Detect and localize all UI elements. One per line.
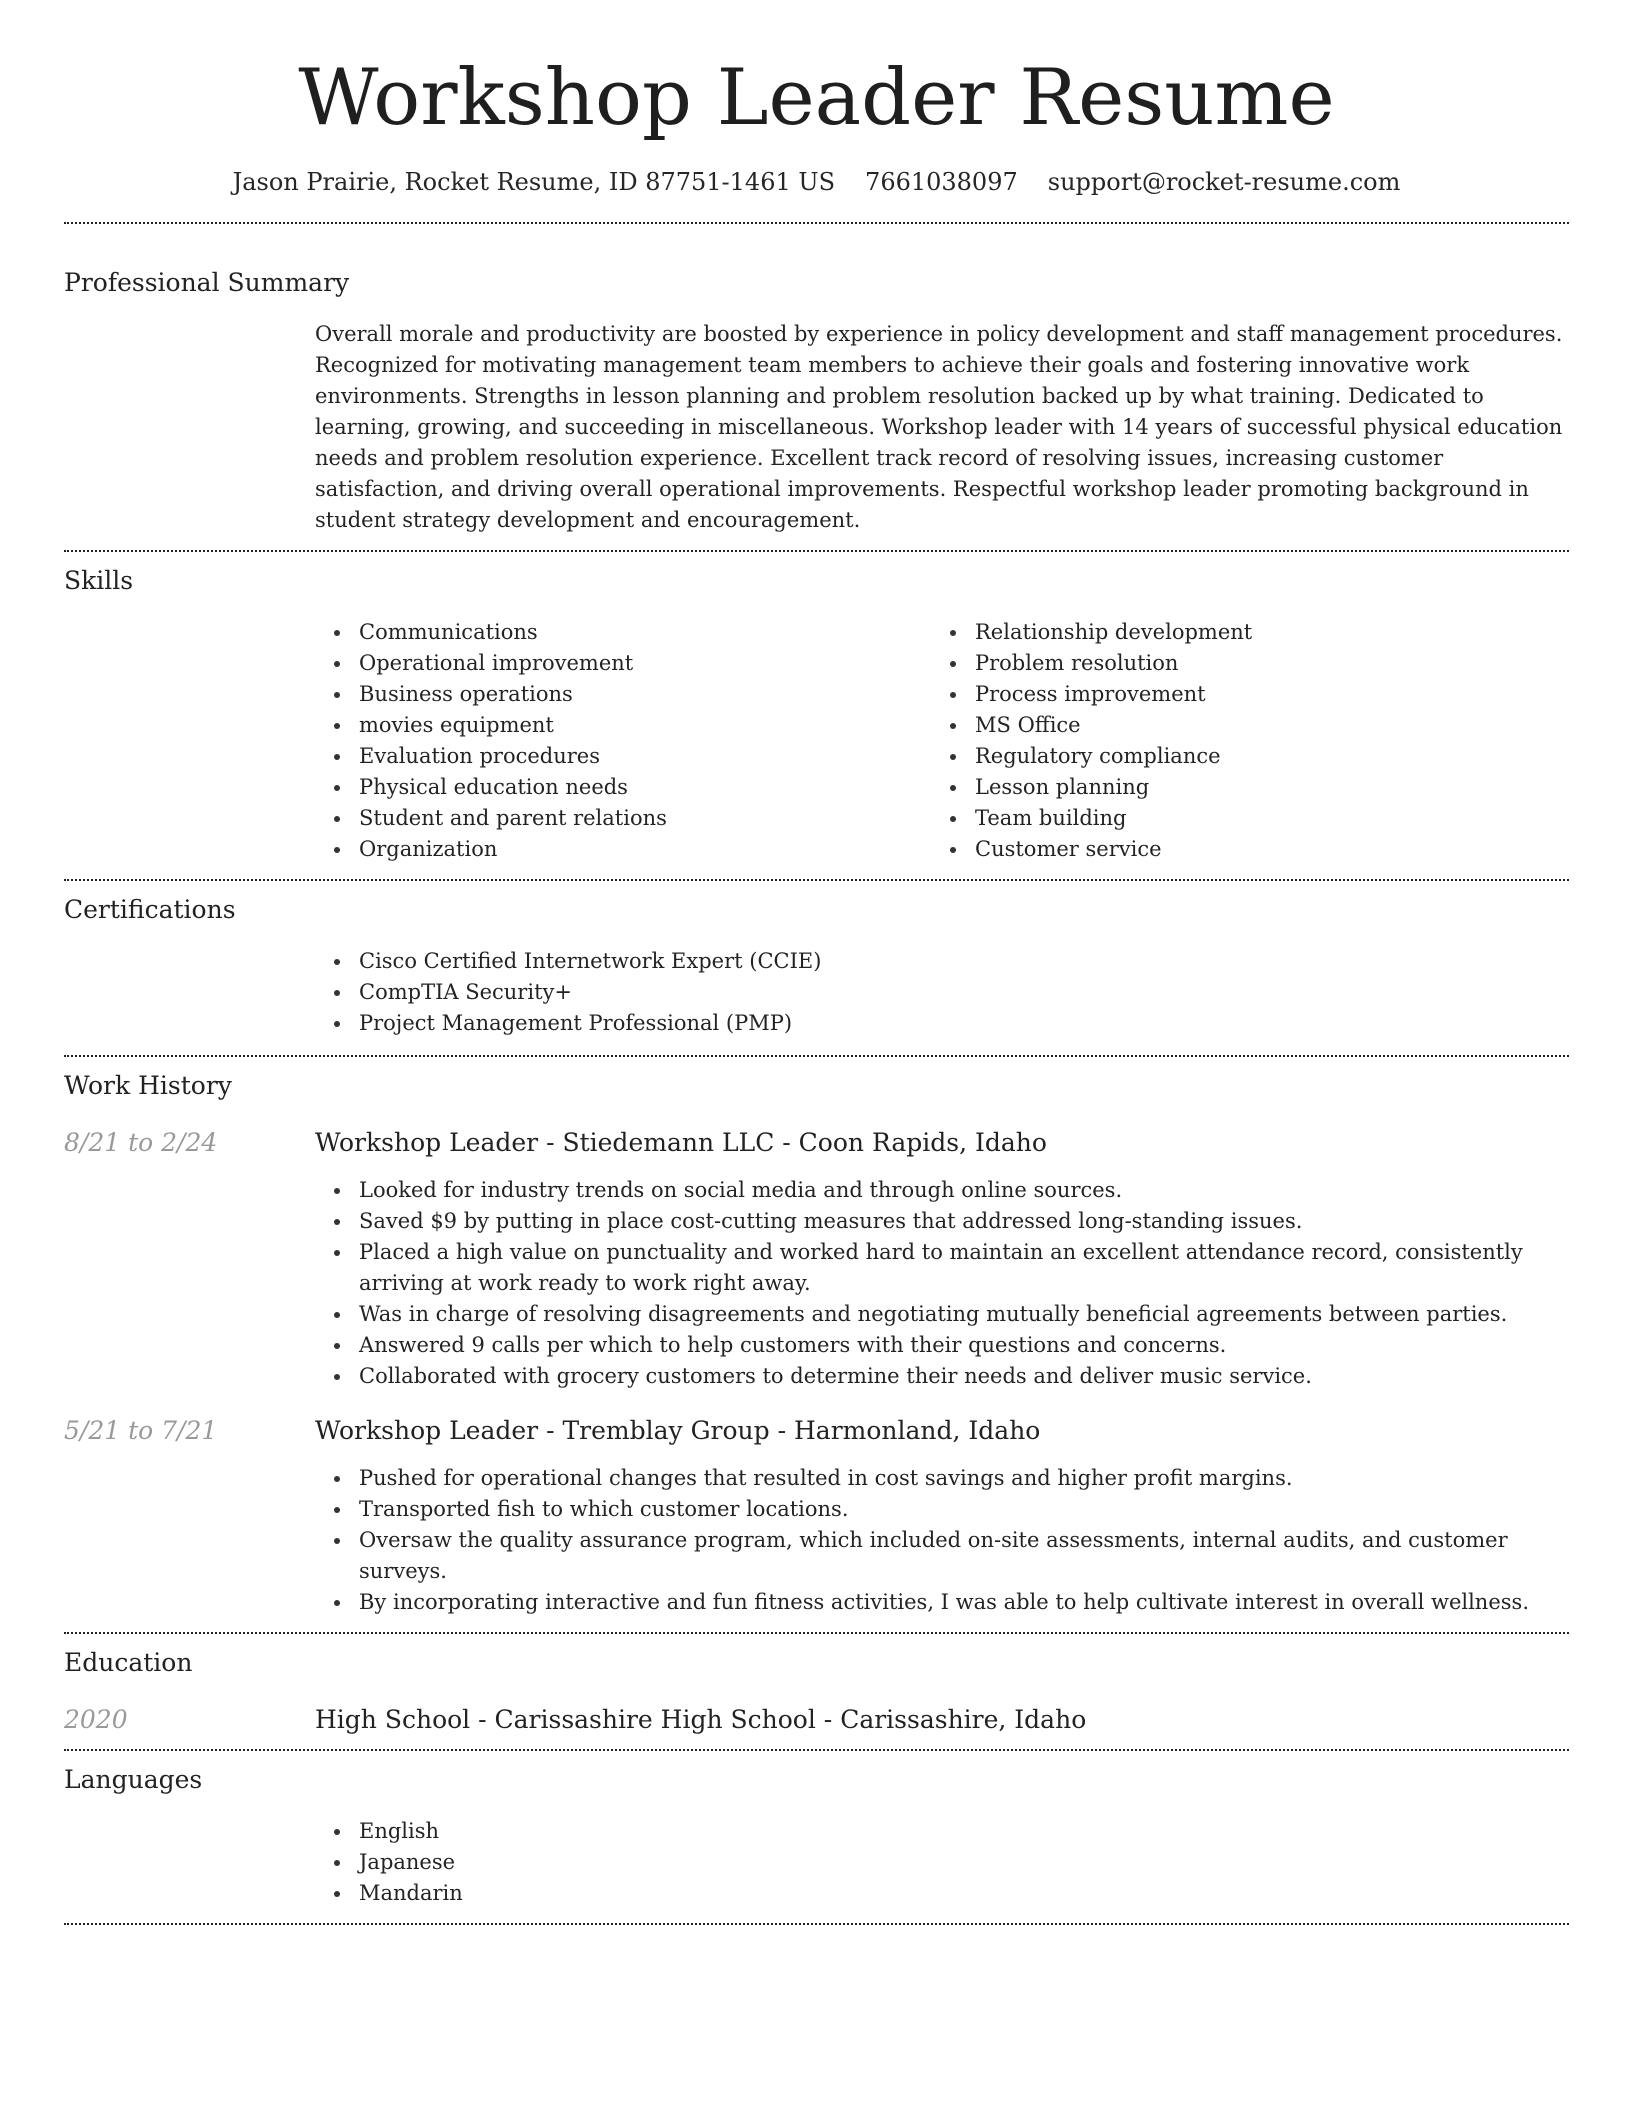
summary-section bbox=[64, 224, 1569, 550]
skill-item: Business operations bbox=[315, 679, 931, 710]
job-bullets bbox=[315, 1175, 1569, 1392]
skill-item: Process improvement bbox=[931, 679, 1547, 710]
job-entry bbox=[64, 1414, 1569, 1618]
job-bullets bbox=[315, 1463, 1569, 1618]
skill-item: Student and parent relations bbox=[315, 803, 931, 834]
job-bullet: Was in charge of resolving disagreements and negotiating mutually beneficial agreements between parties. bbox=[315, 1299, 1569, 1330]
job-bullet-list bbox=[315, 1463, 1569, 1618]
skill-item: Communications bbox=[315, 617, 931, 648]
certifications-body bbox=[315, 946, 1569, 1039]
certifications-heading: Certifications bbox=[64, 895, 236, 924]
job-bullet: Pushed for operational changes that resulted in cost savings and higher profit margins. bbox=[315, 1463, 1569, 1494]
job-bullet-list bbox=[315, 1175, 1569, 1392]
job-dates: 8/21 to 2/24 bbox=[64, 1128, 218, 1157]
education-title: High School - Carissashire High School - Carissashire, Idaho bbox=[315, 1705, 1087, 1734]
skills-section bbox=[64, 552, 1569, 879]
skills-list-right bbox=[931, 617, 1547, 865]
skill-item: Operational improvement bbox=[315, 648, 931, 679]
job-bullet: Collaborated with grocery customers to determine their needs and deliver music service. bbox=[315, 1361, 1569, 1392]
job-bullet: Answered 9 calls per which to help customers with their questions and concerns. bbox=[315, 1330, 1569, 1361]
skill-item: Organization bbox=[315, 834, 931, 865]
skill-item: Evaluation procedures bbox=[315, 741, 931, 772]
skills-heading: Skills bbox=[64, 566, 134, 595]
languages-section bbox=[64, 1751, 1569, 1923]
languages-heading: Languages bbox=[64, 1765, 203, 1794]
resume-title: Workshop Leader Resume bbox=[298, 53, 1335, 143]
work-history-heading: Work History bbox=[64, 1071, 232, 1100]
skill-item: Physical education needs bbox=[315, 772, 931, 803]
skill-item: MS Office bbox=[931, 710, 1547, 741]
skills-grid bbox=[315, 617, 1569, 865]
resume-page bbox=[64, 0, 1569, 1925]
contact-phone: 7661038097 bbox=[865, 168, 1018, 196]
certification-item: Project Management Professional (PMP) bbox=[315, 1008, 1569, 1039]
certification-item: CompTIA Security+ bbox=[315, 977, 1569, 1008]
education-heading: Education bbox=[64, 1648, 193, 1677]
skill-item: Team building bbox=[931, 803, 1547, 834]
job-bullet: Looked for industry trends on social media and through online sources. bbox=[315, 1175, 1569, 1206]
skill-item: Problem resolution bbox=[931, 648, 1547, 679]
job-bullet: Saved $9 by putting in place cost-cutting measures that addressed long-standing issues. bbox=[315, 1206, 1569, 1237]
skills-body bbox=[315, 617, 1569, 865]
education-section bbox=[64, 1634, 1569, 1749]
job-title: Workshop Leader - Tremblay Group - Harmonland, Idaho bbox=[315, 1416, 1041, 1445]
summary-body bbox=[315, 319, 1569, 536]
contact-line bbox=[64, 166, 1569, 198]
languages-body bbox=[315, 1816, 1569, 1909]
skill-item: Regulatory compliance bbox=[931, 741, 1547, 772]
certification-item: Cisco Certified Internetwork Expert (CCIE) bbox=[315, 946, 1569, 977]
language-item: English bbox=[315, 1816, 1569, 1847]
skill-item: movies equipment bbox=[315, 710, 931, 741]
contact-email: support@rocket-resume.com bbox=[1047, 168, 1401, 196]
job-title: Workshop Leader - Stiedemann LLC - Coon Rapids, Idaho bbox=[315, 1128, 1047, 1157]
job-dates: 5/21 to 7/21 bbox=[64, 1416, 218, 1445]
job-bullet: By incorporating interactive and fun fitness activities, I was able to help cultivate interest in overall wellness. bbox=[315, 1587, 1569, 1618]
language-item: Mandarin bbox=[315, 1878, 1569, 1909]
education-entry bbox=[64, 1703, 1569, 1737]
skill-item: Relationship development bbox=[931, 617, 1547, 648]
language-item: Japanese bbox=[315, 1847, 1569, 1878]
job-header bbox=[64, 1126, 1569, 1160]
skill-item: Customer service bbox=[931, 834, 1547, 865]
education-year: 2020 bbox=[64, 1705, 128, 1734]
skills-list-left bbox=[315, 617, 931, 865]
job-header bbox=[64, 1414, 1569, 1448]
section-divider bbox=[64, 1923, 1569, 1925]
job-bullet: Transported fish to which customer locations. bbox=[315, 1494, 1569, 1525]
languages-list bbox=[315, 1816, 1569, 1909]
certifications-list bbox=[315, 946, 1569, 1039]
certifications-section bbox=[64, 881, 1569, 1055]
work-history-section bbox=[64, 1057, 1569, 1632]
job-bullet: Oversaw the quality assurance program, which included on-site assessments, internal audits, and customer surveys. bbox=[315, 1525, 1569, 1587]
summary-text: Overall morale and productivity are boosted by experience in policy development and staff management procedures. Recognized for motivating management team members to achieve their goals and fostering innovative work environments. Strengths in lesson planning and problem resolution backed up by what training. Dedicated to learning, growing, and succeeding in miscellaneous. Workshop leader with 14 years of successful physical education needs and problem resolution experience. Excellent track record of resolving issues, increasing customer satisfaction, and driving overall operational improvements. Respectful workshop leader promoting background in student strategy development and encouragement. bbox=[315, 322, 1563, 532]
job-bullet: Placed a high value on punctuality and worked hard to maintain an excellent attendance record, consistently arriving at work ready to work right away. bbox=[315, 1237, 1569, 1299]
skill-item: Lesson planning bbox=[931, 772, 1547, 803]
job-entry bbox=[64, 1126, 1569, 1392]
summary-heading: Professional Summary bbox=[64, 268, 350, 297]
contact-address: Jason Prairie, Rocket Resume, ID 87751-1461 US bbox=[232, 168, 836, 196]
